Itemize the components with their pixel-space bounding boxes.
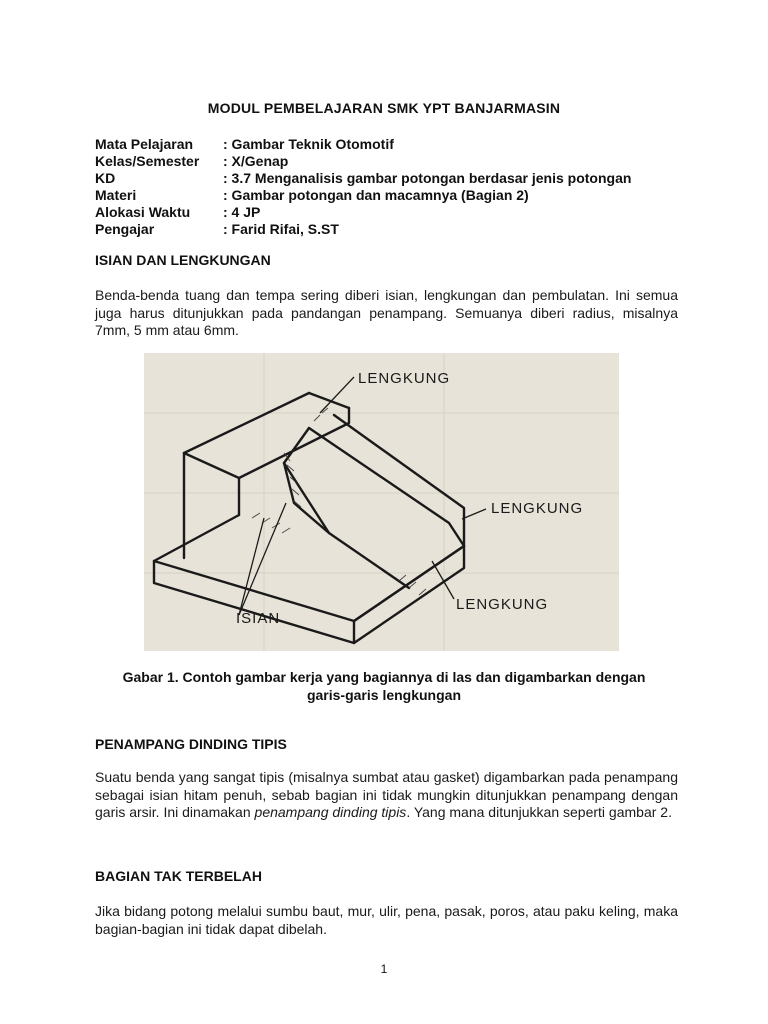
- label-isian: ISIAN: [236, 610, 281, 627]
- meta-row-subject: [95, 136, 631, 153]
- meta-value: : Gambar potongan dan macamnya (Bagian 2): [223, 187, 529, 203]
- meta-row-materi: [95, 187, 631, 204]
- paragraph-isian: Benda-benda tuang dan tempa sering diberi isian, lengkungan dan pembulatan. Ini semua juga harus ditunjukkan pada pandangan penampang. Semuanya diberi radius, misalnya 7mm, 5 mm atau 6mm.: [95, 287, 678, 338]
- section-heading-isian: ISIAN DAN LENGKUNGAN: [95, 252, 271, 268]
- paragraph-text: . Yang mana ditunjukkan seperti gambar 2.: [406, 804, 672, 820]
- caption-line-2: garis-garis lengkungan: [306, 687, 462, 703]
- label-lengkung-top: LENGKUNG: [358, 370, 451, 387]
- paragraph-tak-terbelah: Jika bidang potong melalui sumbu baut, mur, ulir, pena, pasak, poros, atau paku keling, maka bagian-bagian ini tidak dapat dibelah.: [95, 903, 678, 937]
- meta-label: Kelas/Semester: [95, 153, 200, 169]
- paragraph-text: Suatu benda yang sangat tipis (misalnya sumbat atau gasket) digambarkan pada penampang sebagai isian hitam penuh, sebab bagian ini tidak mungkin ditunjukkan penampang dengan garis arsir. Ini dinamakan: [95, 769, 678, 820]
- page-number: 1: [380, 962, 388, 976]
- meta-value: : 3.7 Menganalisis gambar potongan berdasar jenis potongan: [223, 170, 632, 186]
- meta-row-time: [95, 204, 631, 221]
- meta-label: Materi: [95, 187, 137, 203]
- figure-caption: [60, 668, 708, 704]
- meta-label: KD: [95, 170, 116, 186]
- figure-isian-lengkungan: [144, 353, 619, 651]
- meta-label: Alokasi Waktu: [95, 204, 191, 220]
- meta-label: Pengajar: [95, 221, 155, 237]
- caption-line-1: Gabar 1. Contoh gambar kerja yang bagiannya di las dan digambarkan dengan: [122, 669, 646, 685]
- label-lengkung-right: LENGKUNG: [491, 500, 584, 517]
- meta-row-kd: [95, 170, 631, 187]
- meta-row-class: [95, 153, 631, 170]
- meta-row-teacher: [95, 221, 631, 238]
- section-heading-tak-terbelah: BAGIAN TAK TERBELAH: [95, 868, 262, 884]
- meta-value: : Gambar Teknik Otomotif: [223, 136, 394, 152]
- paragraph-dinding-tipis: [95, 769, 678, 822]
- emphasis-term: penampang dinding tipis: [254, 804, 407, 820]
- meta-value: : Farid Rifai, S.ST: [223, 221, 339, 237]
- module-info: [95, 136, 631, 238]
- label-lengkung-bottom: LENGKUNG: [456, 596, 549, 613]
- section-heading-dinding-tipis: PENAMPANG DINDING TIPIS: [95, 736, 287, 752]
- module-title: MODUL PEMBELAJARAN SMK YPT BANJARMASIN: [207, 100, 561, 116]
- meta-label: Mata Pelajaran: [95, 136, 194, 152]
- meta-value: : X/Genap: [223, 153, 289, 169]
- technical-drawing-illustration: [144, 353, 619, 651]
- meta-value: : 4 JP: [223, 204, 261, 220]
